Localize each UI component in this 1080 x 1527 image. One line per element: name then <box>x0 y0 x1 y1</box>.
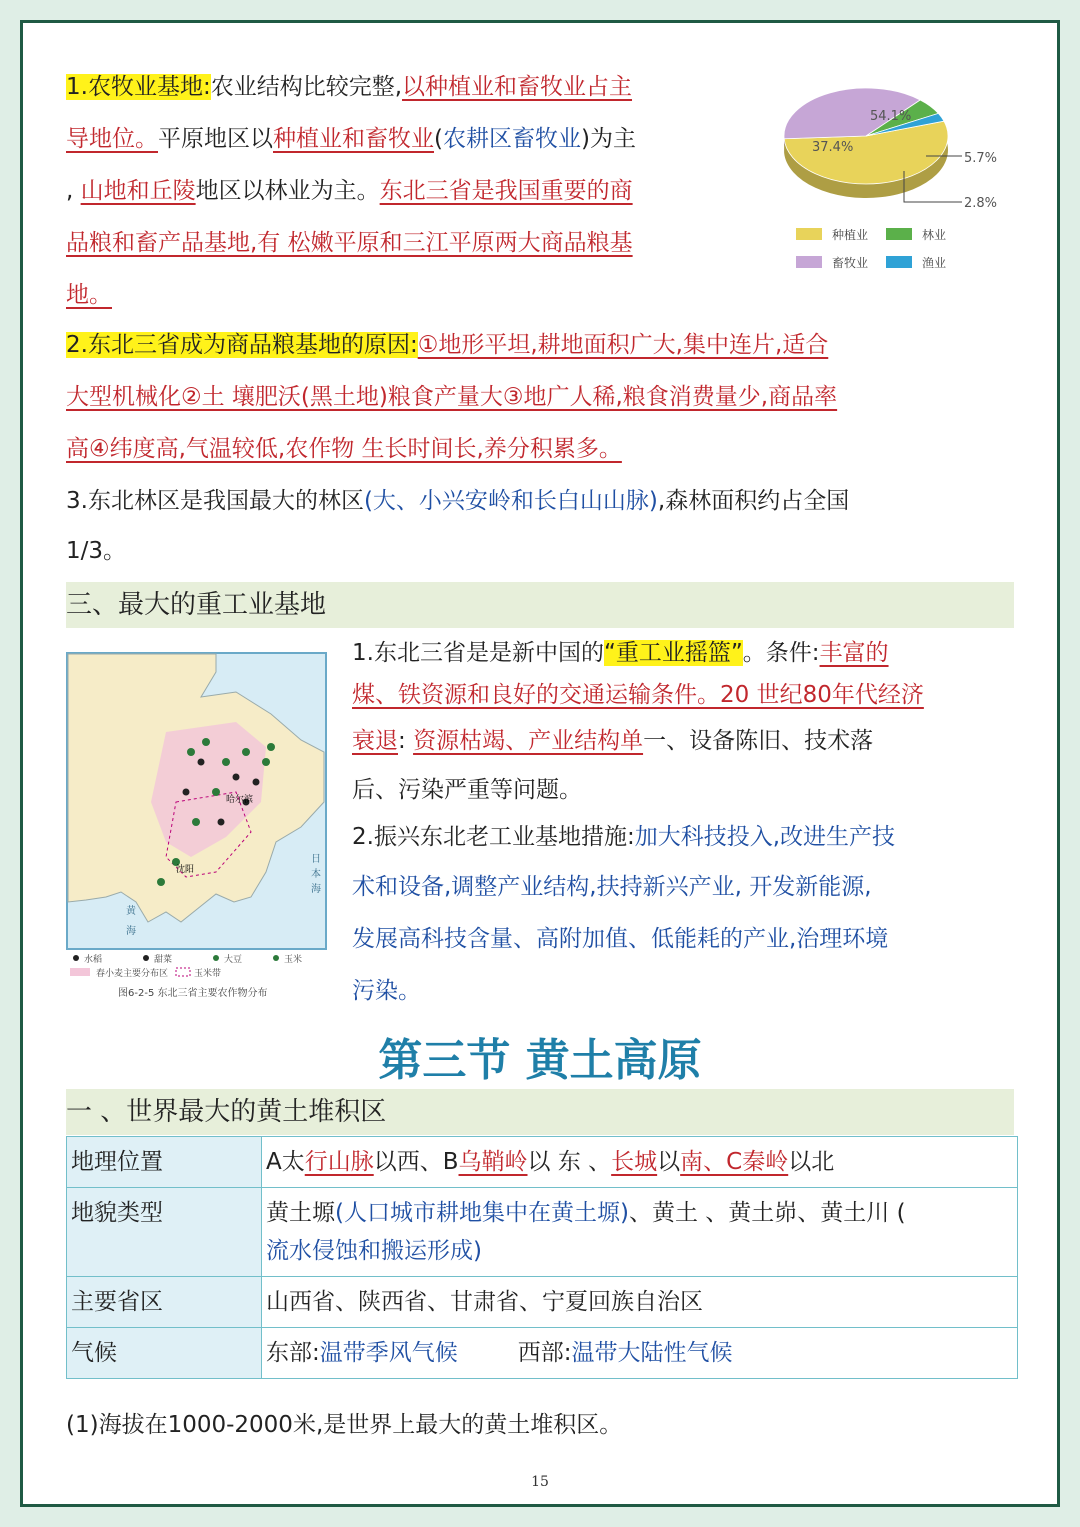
legend-label-fishery: 渔业 <box>922 256 947 270</box>
agri-emph: 山地和丘陵 <box>80 178 196 204</box>
svg-text:黄: 黄 <box>126 906 136 917</box>
table-row <box>67 1328 1018 1379</box>
northeast-crop-map <box>66 652 328 1002</box>
forest-blue: (大、小兴安岭和长白山山脉) <box>363 488 658 514</box>
pie-label-fishery: 2.8% <box>964 196 998 211</box>
cradle-highlight: “重工业摇篮” <box>603 640 743 666</box>
footnote: (1)海拔在1000-2000米,是世界上最大的黄土堆积区。 <box>66 1412 623 1438</box>
heavy-line4: 后、污染严重等问题。 <box>352 777 582 803</box>
row-value-provinces: 山西省、陕西省、甘肃省、宁夏回族自治区 <box>262 1277 1018 1328</box>
agri-text: , <box>66 178 74 204</box>
loess-table <box>66 1136 1018 1379</box>
pie-label-husbandry: 37.4% <box>812 140 854 155</box>
heavy-line1: 1.东北三省是是新中国的“重工业摇篮”。条件:丰富的 <box>352 640 889 666</box>
row-key-landform: 地貌类型 <box>67 1188 262 1277</box>
map-legend-corn: 玉米 <box>284 955 303 965</box>
legend-label-forestry: 林业 <box>922 228 947 242</box>
agri-emph: 以种植业和畜牧业占主 <box>402 74 633 100</box>
para-forest-line2 <box>66 536 126 566</box>
agri-emph: 东北三省是我国重要的商 <box>379 178 633 204</box>
row-key-climate: 气候 <box>67 1328 262 1379</box>
map-legend-rice: 水稻 <box>84 955 103 965</box>
grain-heading: 2.东北三省成为商品粮基地的原因: <box>66 332 418 358</box>
heavy-line2: 煤、铁资源和良好的交通运输条件。20 世纪80年代经济 <box>352 682 924 708</box>
legend-swatch-fishery <box>886 256 912 268</box>
row-key-provinces: 主要省区 <box>67 1277 262 1328</box>
legend-swatch-husbandry <box>796 256 822 268</box>
agri-emph: 种植业和畜牧业 <box>273 126 434 152</box>
forest-text: 1/3。 <box>66 538 127 564</box>
para-agri-line5 <box>66 280 112 310</box>
legend-swatch-forestry <box>886 228 912 240</box>
map-legend-beet: 甜菜 <box>154 955 173 965</box>
row-value-landform: 黄土塬(人口城市耕地集中在黄土塬)、黄土 、黄土峁、黄土川 ( 流水侵蚀和搬运形成) <box>262 1188 1018 1277</box>
para-agri-line1 <box>66 72 632 102</box>
agri-text: 农业结构比较完整, <box>210 74 403 100</box>
grain-emph: ①地形平坦,耕地面积广大,集中连片,适合 <box>417 332 829 358</box>
para-grain-line1 <box>66 330 828 360</box>
map-legend-soybean: 大豆 <box>224 955 243 965</box>
agri-pie-chart <box>776 76 1036 281</box>
grain-emph: 大型机械化②土 壤肥沃(黑土地)粮食产量大③地广人稀,粮食消费量少,商品率 <box>66 384 838 410</box>
table-row <box>67 1188 1018 1277</box>
para-agri-line4 <box>66 228 633 258</box>
svg-text:日: 日 <box>311 854 321 865</box>
row-value-location: A太行山脉以西、B乌鞘岭以 东 、长城以南、C秦岭以北 <box>262 1137 1018 1188</box>
page-number: 15 <box>531 1474 549 1490</box>
agri-emph: 品粮和畜产品基地,有 松嫩平原和三江平原两大商品粮基 <box>66 230 633 256</box>
para-forest-line1 <box>66 486 849 516</box>
agri-blue: 农耕区畜牧业 <box>442 126 581 152</box>
heavy-line3: 衰退: 资源枯竭、产业结构单一、设备陈旧、技术落 <box>352 728 874 754</box>
pie-label-forestry: 5.7% <box>964 151 998 166</box>
map-caption: 图6-2-5 东北三省主要农作物分布 <box>118 988 268 999</box>
agri-text: ( <box>434 126 443 152</box>
agri-emph: 地。 <box>66 282 112 308</box>
agri-heading: 1.农牧业基地: <box>66 74 211 100</box>
para-grain-line2 <box>66 382 837 412</box>
map-legend-wheat: 春小麦主要分布区 <box>96 969 169 979</box>
table-row <box>67 1277 1018 1328</box>
legend-swatch-planting <box>796 228 822 240</box>
svg-text:本: 本 <box>311 869 321 880</box>
svg-text:海: 海 <box>311 884 321 895</box>
svg-text:海: 海 <box>126 926 136 937</box>
section-heading-heavy-industry: 三、最大的重工业基地 <box>66 582 1014 628</box>
agri-text: 地区以林业为主。 <box>195 178 380 204</box>
map-city-harbin: 哈尔滨 <box>226 795 254 805</box>
pie-label-planting: 54.1% <box>870 109 912 124</box>
section-heading-loess: 一 、世界最大的黄土堆积区 <box>66 1089 1014 1135</box>
forest-text: 3.东北林区是我国最大的林区 <box>66 488 364 514</box>
chapter-title: 第三节 黄土高原 <box>378 1035 702 1086</box>
forest-text: ,森林面积约占全国 <box>657 488 850 514</box>
map-city-shenyang: 沈阳 <box>176 865 195 875</box>
row-key-location: 地理位置 <box>67 1137 262 1188</box>
row-value-climate: 东部:温带季风气候 西部:温带大陆性气候 <box>262 1328 1018 1379</box>
legend-label-husbandry: 畜牧业 <box>832 256 869 270</box>
legend-label-planting: 种植业 <box>832 228 869 242</box>
para-grain-line3 <box>66 434 622 464</box>
heavy-line8: 污染。 <box>352 978 421 1004</box>
heavy-line6: 术和设备,调整产业结构,扶持新兴产业, 开发新能源, <box>352 874 872 900</box>
agri-text: )为主 <box>580 126 636 152</box>
agri-text: 平原地区以 <box>158 126 273 152</box>
table-row <box>67 1137 1018 1188</box>
heavy-line7: 发展高科技含量、高附加值、低能耗的产业,治理环境 <box>352 926 889 952</box>
grain-emph: 高④纬度高,气温较低,农作物 生长时间长,养分积累多。 <box>66 436 622 462</box>
para-agri-line2 <box>66 124 636 154</box>
para-agri-line3 <box>66 176 633 206</box>
heavy-line5: 2.振兴东北老工业基地措施:加大科技投入,改进生产技 <box>352 824 896 850</box>
agri-emph: 导地位。 <box>66 126 158 152</box>
map-legend-cornbelt: 玉米带 <box>194 969 222 979</box>
